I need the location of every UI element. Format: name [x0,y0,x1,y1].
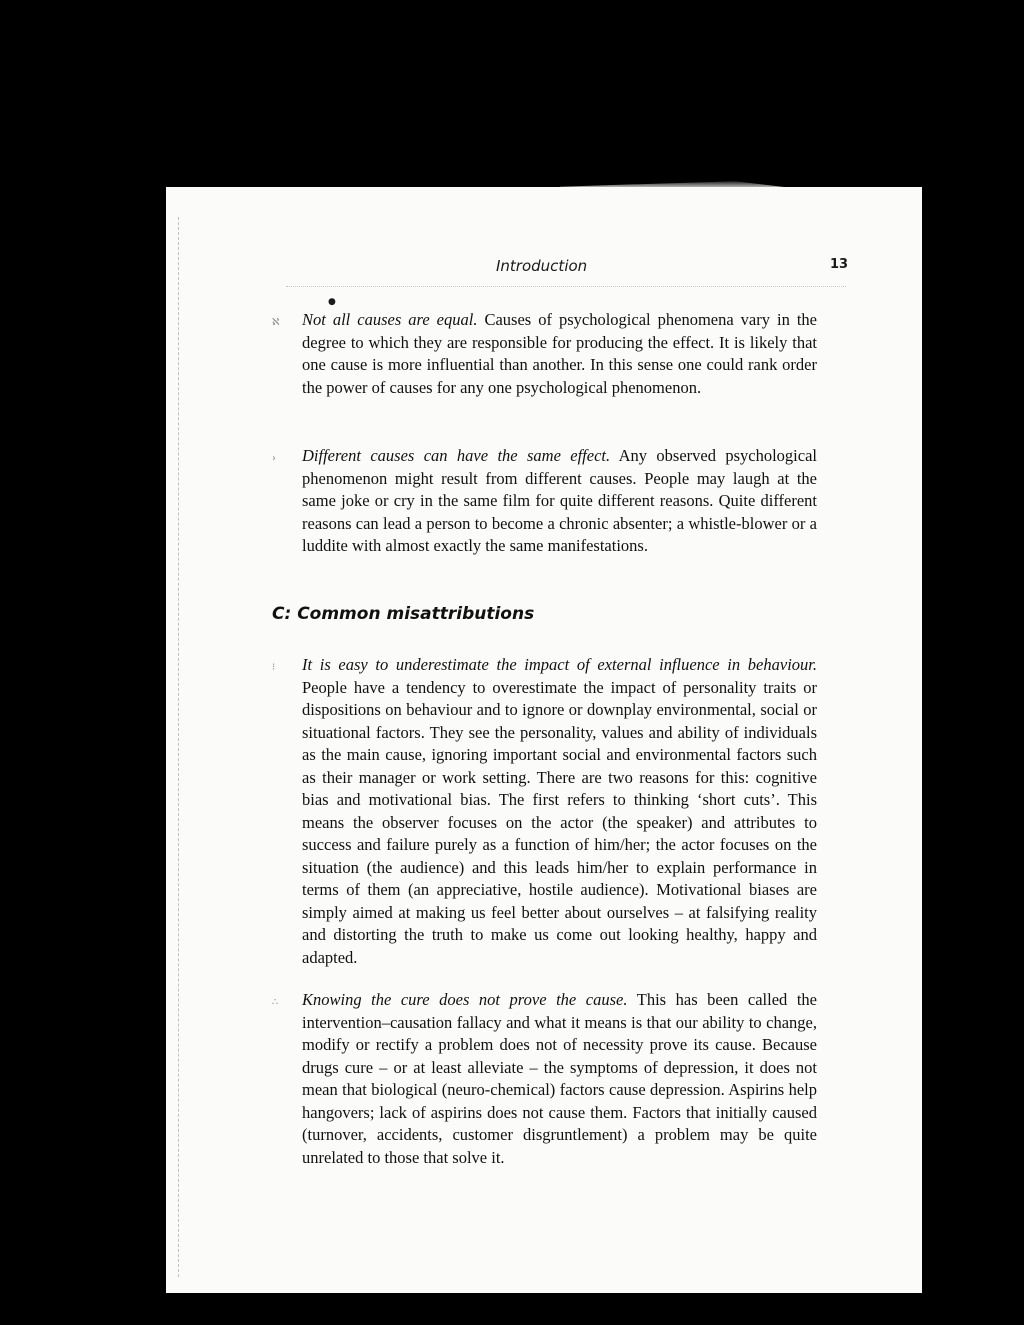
item-paragraph [302,654,817,969]
binding-edge-marks [178,217,189,1277]
list-item-different-causes-same-effect [272,445,817,558]
list-item-underestimate-external-influence [272,654,817,969]
item-marker: ∴ [272,997,279,1008]
item-marker: › [272,453,276,464]
item-marker: ℵ [272,317,280,328]
item-marker: ⁝ [272,662,276,673]
item-paragraph [302,445,817,558]
item-body: People have a tendency to overestimate the impact of personality traits or dispositions on behaviour and to ignore or downplay environmental, social or situational factors. They see the personality, values and ability of individuals as the main cause, ignoring important social and environmental factors such as their manager or work setting. There are two reasons for this: cognitive bias and motivational bias. The first refers to thinking ‘short cuts’. This means the observer focuses on the actor (the speaker) and attributes to success and failure purely as a function of him/her; the actor focuses on the situation (the audience) and this leads him/her to explain performance in terms of them (an appreciative, hostile audience). Motivational biases are simply aimed at making us feel better about ourselves – at falsifying reality and distorting the truth to make us come out looking healthy, happy and adapted. [302,677,817,967]
item-lead: Knowing the cure does not prove the cause. [302,990,628,1009]
header-rule [286,286,846,287]
item-paragraph [302,309,817,399]
bullet-dot-mark: ● [328,297,336,307]
item-lead: Not all causes are equal. [302,310,478,329]
running-header [166,257,922,281]
running-title: Introduction [496,257,588,275]
item-paragraph [302,989,817,1169]
list-item-not-all-causes-equal [272,309,818,399]
list-item-cure-does-not-prove-cause [272,989,817,1169]
item-body: Any observed psychological phenomenon might result from different causes. People may laugh at the same joke or cry in the same film for quite different reasons. Quite different reasons can lead a person to become a chronic absenter; a whistle-blower or a luddite with almost exactly the same manifestations. [302,446,817,555]
item-body: Causes of psychological phenomena vary in the degree to which they are responsible for producing the effect. It is likely that one cause is more influential than another. In this sense one could rank order the power of causes for any one psychological phenomenon. [302,310,818,397]
item-body: This has been called the intervention–causation fallacy and what it means is that our ability to change, modify or rectify a problem does not of necessity prove its cause. Because drugs cure – or at least alleviate – the symptoms of depression, it does not mean that biological (neuro-chemical) factors cause depression. Aspirins help hangovers; lack of aspirins does not cause them. Factors that initially caused (turnover, accidents, customer disgruntlement) a problem may be quite unrelated to those that solve it. [302,990,817,1167]
item-lead: It is easy to underestimate the impact of external influence in behaviour. [302,655,817,674]
item-lead: Different causes can have the same effect. [302,446,611,465]
section-heading: C: Common misattributions [272,604,535,624]
book-page [166,187,922,1293]
page-number: 13 [830,257,849,272]
